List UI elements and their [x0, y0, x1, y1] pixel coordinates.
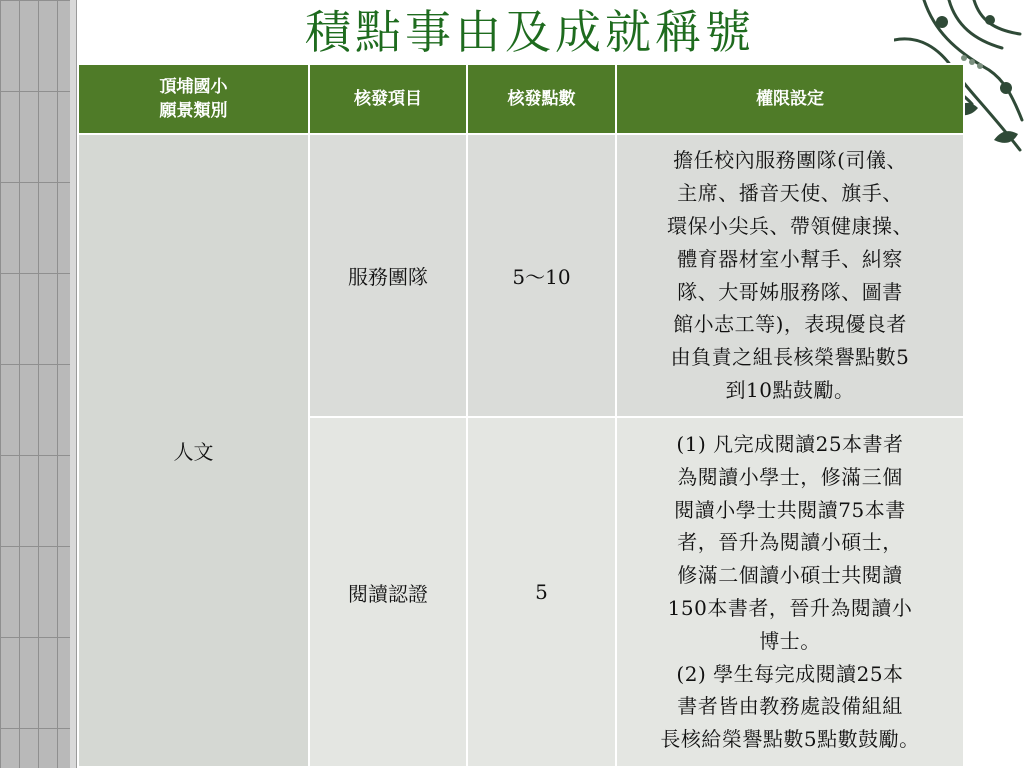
description-line: 主席、播音天使、旗手、 — [677, 181, 903, 206]
description-line: 隊、大哥姊服務隊、圖書 — [677, 279, 903, 304]
description-line: 長核給榮譽點數5點數鼓勵。 — [660, 727, 920, 752]
description-line: 館小志工等)，表現優良者 — [673, 312, 907, 337]
description-line: 博士。 — [759, 628, 821, 653]
description-line: 者，晉升為閱讀小碩士， — [677, 530, 903, 555]
table-row — [78, 134, 964, 417]
description-line: 環保小尖兵、帶領健康操、 — [667, 213, 913, 238]
description-line: 擔任校內服務團隊(司儀、 — [673, 148, 907, 173]
header-category — [78, 64, 309, 134]
header-category-line2: 願景類別 — [159, 101, 228, 121]
description-line: 書者皆由教務處設備組組 — [677, 694, 903, 719]
slide-title: 積點事由及成就稱號 — [305, 5, 755, 59]
header-points: 核發點數 — [467, 64, 616, 134]
description-line: 體育器材室小幫手、糾察 — [677, 246, 903, 271]
description-cell — [616, 134, 964, 417]
description-line: (1) 凡完成閱讀25本書者 — [676, 432, 904, 457]
header-category-line1: 頂埔國小 — [159, 77, 228, 97]
points-cell: 5～10 — [467, 134, 616, 417]
description-line: 到10點鼓勵。 — [725, 377, 855, 402]
description-line: (2) 學生每完成閱讀25本 — [676, 661, 904, 686]
description-line: 150本書者，晉升為閱讀小 — [667, 596, 913, 620]
table-header-row — [78, 64, 964, 134]
item-cell: 閱讀認證 — [309, 417, 467, 767]
description-line: 由負責之組長核榮譽點數5 — [670, 345, 910, 370]
header-item: 核發項目 — [309, 64, 467, 134]
left-grid-decoration — [0, 0, 77, 768]
description-line: 為閱讀小學士，修滿三個 — [677, 464, 903, 489]
category-cell: 人文 — [78, 134, 309, 767]
description-line: 修滿二個讀小碩士共閱讀 — [677, 563, 903, 588]
points-cell: 5 — [467, 417, 616, 767]
description-cell — [616, 417, 964, 767]
points-table — [77, 63, 965, 768]
item-cell: 服務團隊 — [309, 134, 467, 417]
header-authority: 權限設定 — [616, 64, 964, 134]
description-line: 閱讀小學士共閱讀75本書 — [674, 497, 906, 522]
